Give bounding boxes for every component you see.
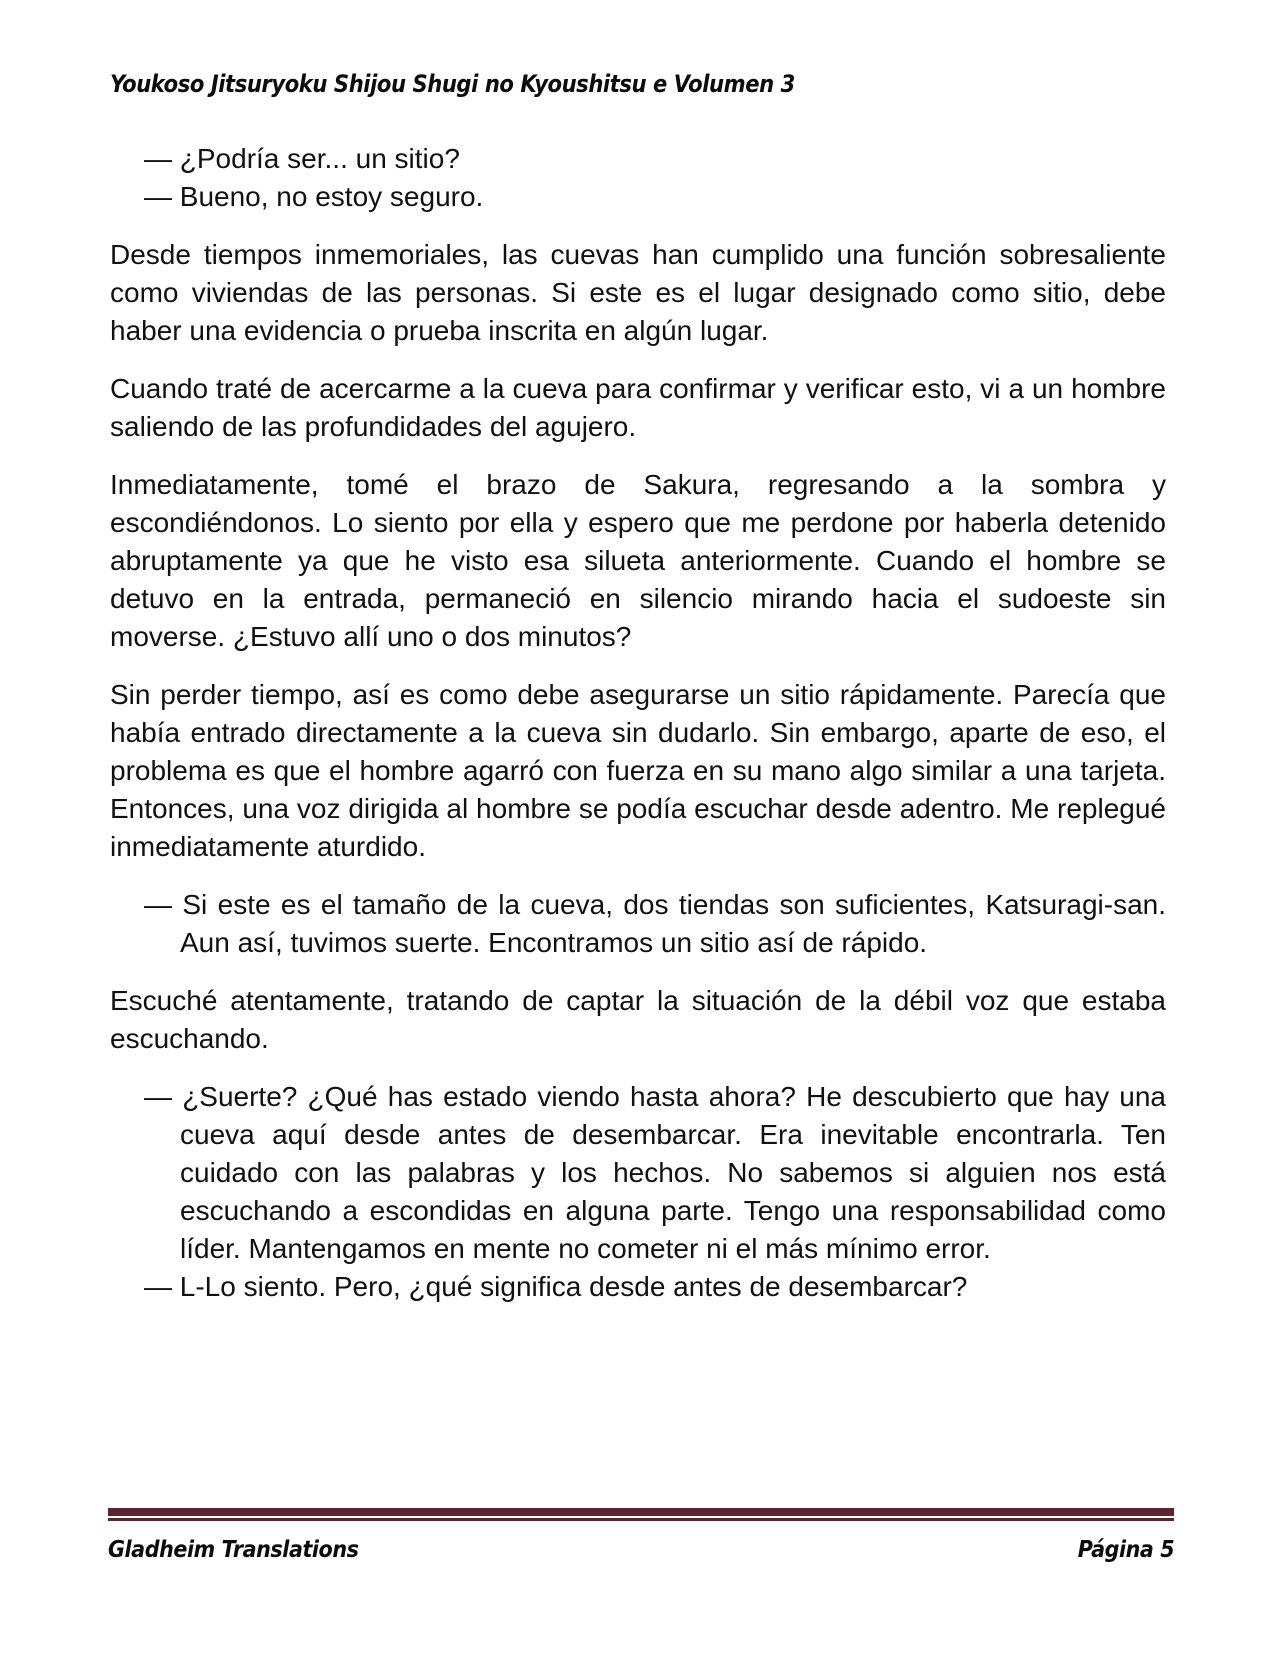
header-title: Youkoso Jitsuryoku Shijou Shugi no Kyoushitsu e Volumen 3 <box>110 70 795 98</box>
footer-row <box>108 1537 1174 1563</box>
dialogue-line: — Si este es el tamaño de la cueva, dos tiendas son suficientes, Katsuragi-san. Aun así, tuvimos suerte. Encontramos un sitio así de rápido. <box>144 889 1166 958</box>
footer-page-number: Página 5 <box>1077 1537 1174 1563</box>
paragraph: Inmediatamente, tomé el brazo de Sakura, regresando a la sombra y escondiéndonos. Lo siento por ella y espero que me perdone por haberla detenido abruptamente ya que he visto esa silueta anteriormente. Cuando el hombre se detuvo en la entrada, permaneció en silencio mirando hacia el sudoeste sin moverse. ¿Estuvo allí uno o dos minutos? <box>110 469 1166 652</box>
paragraph: Sin perder tiempo, así es como debe asegurarse un sitio rápidamente. Parecía que había entrado directamente a la cueva sin dudarlo. Sin embargo, aparte de eso, el problema es que el hombre agarró con fuerza en su mano algo similar a una tarjeta. Entonces, una voz dirigida al hombre se podía escuchar desde adentro. Me replegué inmediatamente aturdido. <box>110 679 1166 862</box>
document-body <box>110 140 1166 1326</box>
footer-translator-label: Gladheim Translations <box>108 1537 359 1563</box>
paragraph: Cuando traté de acercarme a la cueva para confirmar y verificar esto, vi a un hombre saliendo de las profundidades del agujero. <box>110 373 1166 442</box>
paragraph: Desde tiempos inmemoriales, las cuevas han cumplido una función sobresaliente como viviendas de las personas. Si este es el lugar designado como sitio, debe haber una evidencia o prueba inscrita en algún lugar. <box>110 239 1166 346</box>
dialogue-line: — L-Lo siento. Pero, ¿qué significa desde antes de desembarcar? <box>144 1271 968 1302</box>
dialogue-line: — ¿Podría ser... un sitio? <box>144 143 460 174</box>
dialogue-line: — Bueno, no estoy seguro. <box>144 181 484 212</box>
dialogue-line: — ¿Suerte? ¿Qué has estado viendo hasta ahora? He descubierto que hay una cueva aquí desde antes de desembarcar. Era inevitable encontrarla. Ten cuidado con las palabras y los hechos. No sabemos si alguien nos está escuchando a escondidas en alguna parte. Tengo una responsabilidad como líder. Mantengamos en mente no cometer ni el más mínimo error. <box>144 1081 1166 1264</box>
document-header <box>110 70 888 98</box>
document-footer <box>108 1508 1174 1563</box>
paragraph: Escuché atentamente, tratando de captar la situación de la débil voz que estaba escuchando. <box>110 985 1166 1054</box>
footer-rule <box>108 1508 1174 1521</box>
